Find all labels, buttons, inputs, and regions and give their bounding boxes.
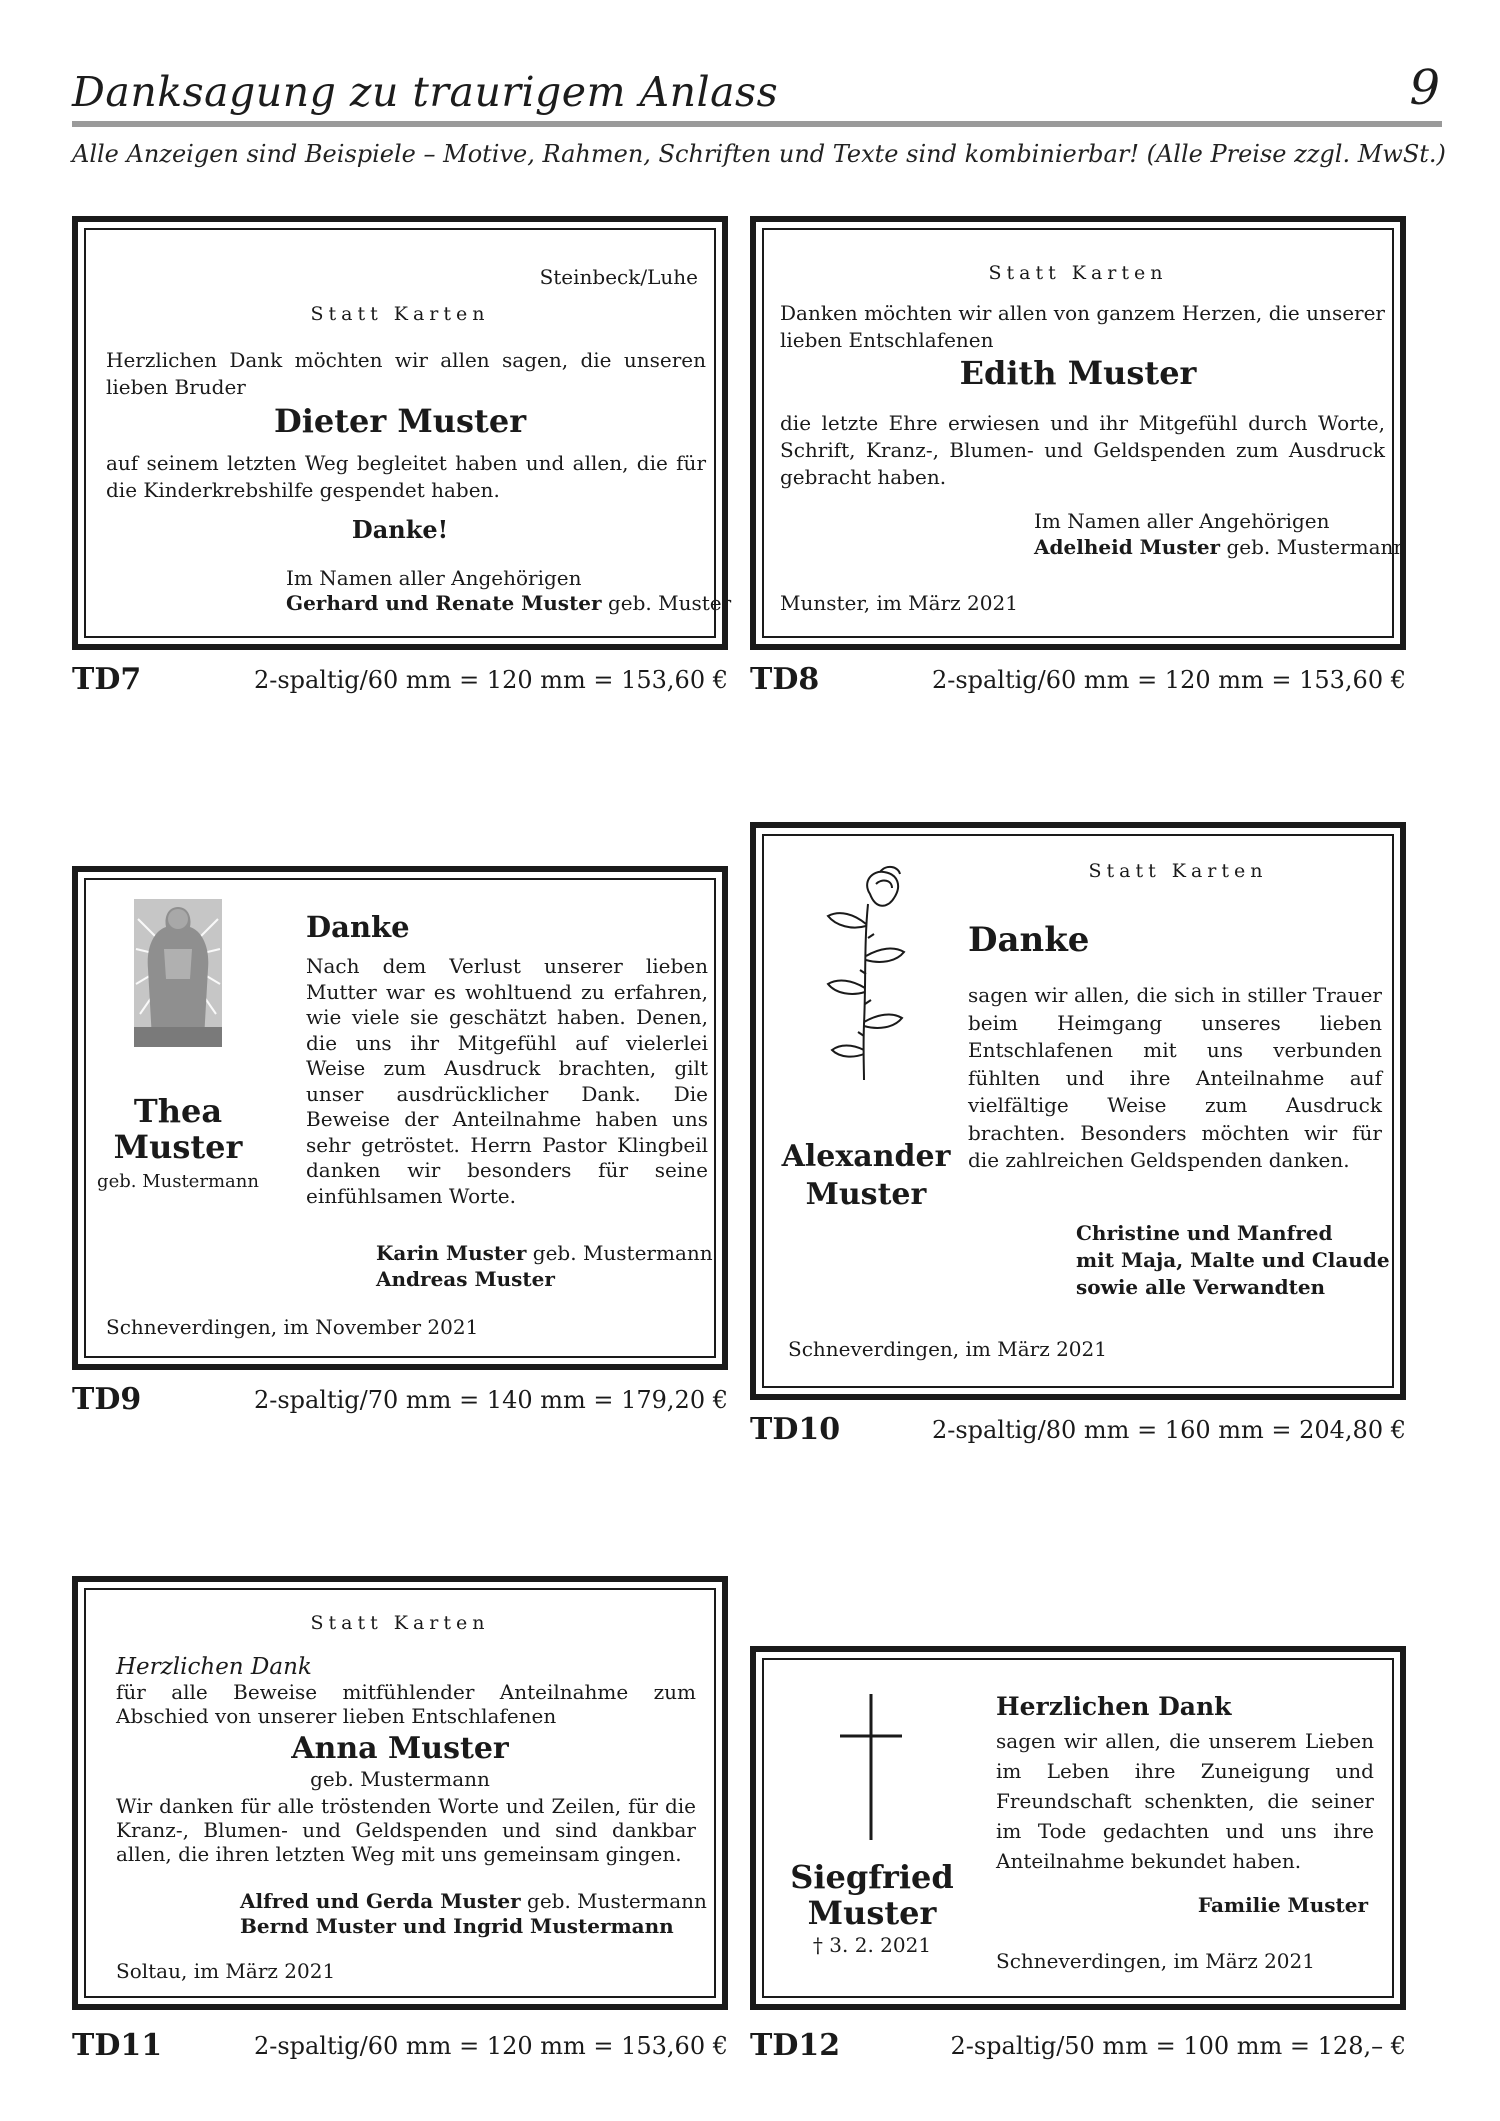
ad-signature: Familie Muster — [1197, 1893, 1368, 1917]
ad-price: 2-spaltig/50 mm = 100 mm = 128,– € — [950, 2032, 1406, 2060]
ad-heading: Danke — [968, 920, 1090, 960]
deceased-last-name: Muster — [805, 1177, 927, 1212]
ad-signature-2: Bernd Muster und Ingrid Mustermann — [240, 1914, 674, 1938]
ad-price: 2-spaltig/60 mm = 120 mm = 153,60 € — [253, 2032, 728, 2060]
page-subtitle: Alle Anzeigen sind Beispiele – Motive, Rahmen, Schriften und Texte sind kombinierbar! (Alle Preise zzgl. MwSt.) — [72, 140, 1446, 168]
cross-icon — [836, 1692, 906, 1842]
ad-code: TD8 — [750, 662, 820, 697]
ad-body: Nach dem Verlust unserer lieben Mutter war es wohltuend zu erfahren, wie viele sie geschätzt haben. Denen, die uns ihr Mitgefühl auf vielerlei Weise zum Ausdruck brachten, gilt unser ausdrücklicher Dank. Die Beweise der Anteilnahme haben uns sehr getröstet. Herrn Pastor Klingbeil danken wir besonders für seine einfühlsamen Worte. — [306, 954, 708, 1208]
ad-im-namen: Im Namen aller Angehörigen — [1034, 509, 1330, 533]
signature-names: Gerhard und Renate Muster — [286, 591, 602, 615]
ad-place-date: Schneverdingen, im März 2021 — [788, 1337, 1107, 1361]
ad-code: TD10 — [750, 1412, 841, 1447]
ad-td11 — [72, 1576, 728, 2010]
ad-place: Steinbeck/Luhe — [539, 265, 698, 289]
deceased-last-name: Muster — [807, 1894, 937, 1932]
ad-place-date: Schneverdingen, im März 2021 — [996, 1949, 1315, 1973]
ad-im-namen: Im Namen aller Angehörigen — [286, 566, 582, 590]
statt-karten: Statt Karten — [310, 303, 490, 325]
deceased-born: geb. Mustermann — [310, 1767, 490, 1791]
ad-danke: Danke! — [351, 515, 449, 544]
rose-icon — [806, 864, 926, 1084]
ad-price: 2-spaltig/60 mm = 120 mm = 153,60 € — [931, 666, 1406, 694]
ad-intro: Herzlichen Dank möchten wir allen sagen, die unseren lieben Bruder — [106, 348, 706, 399]
ad-body: auf seinem letzten Weg begleitet haben und allen, die für die Kinderkrebshilfe gespendet haben. — [106, 451, 706, 502]
deceased-first-name: Siegfried — [790, 1858, 954, 1896]
ad-signature — [1034, 534, 1406, 561]
ad-signature-1 — [376, 1240, 713, 1267]
signature-born: geb. Mustermann — [532, 1241, 713, 1265]
ad-body: die letzte Ehre erwiesen und ihr Mitgefühl durch Worte, Schrift, Kranz-, Blumen- und Geldspenden zum Ausdruck gebracht haben. — [780, 411, 1385, 489]
ad-code: TD9 — [72, 1382, 142, 1417]
ad-signature-1 — [240, 1888, 707, 1915]
ad-heading: Danke — [306, 910, 410, 944]
statt-karten: Statt Karten — [310, 1612, 490, 1634]
ad-td8 — [750, 216, 1406, 650]
signature-born: geb. Mustermann — [1226, 535, 1407, 559]
ad-signature-2: mit Maja, Malte und Claude — [1076, 1248, 1390, 1272]
ad-body: sagen wir allen, die sich in stiller Trauer beim Heimgang unseres lieben Entschlafenen mit uns verbunden fühlten und ihre Anteilnahme auf vielfältige Weise zum Ausdruck brachten. Besonders möchten wir für die zahlreichen Geldspenden danken. — [968, 983, 1382, 1172]
ad-herzlich: Herzlichen Dank — [116, 1654, 312, 1680]
ad-price: 2-spaltig/80 mm = 160 mm = 204,80 € — [931, 1416, 1406, 1444]
deceased-first-name: Thea — [133, 1092, 223, 1130]
ad-signature-2: Andreas Muster — [376, 1267, 555, 1291]
header-rule — [72, 121, 1442, 127]
angel-image — [134, 899, 222, 1047]
ad-code: TD7 — [72, 662, 142, 697]
ad-signature-3: sowie alle Verwandten — [1076, 1275, 1326, 1299]
ad-td12 — [750, 1646, 1406, 2010]
ad-code: TD11 — [72, 2028, 163, 2063]
ad-price: 2-spaltig/70 mm = 140 mm = 179,20 € — [253, 1386, 728, 1414]
deceased-born: geb. Mustermann — [97, 1171, 259, 1192]
page-number: 9 — [1409, 60, 1440, 116]
deceased-last-name: Muster — [113, 1128, 243, 1166]
deceased-name: Edith Muster — [959, 354, 1197, 392]
ad-price: 2-spaltig/60 mm = 120 mm = 153,60 € — [253, 666, 728, 694]
page-title: Danksagung zu traurigem Anlass — [72, 68, 779, 116]
statt-karten: Statt Karten — [988, 262, 1168, 284]
ad-intro: Danken möchten wir allen von ganzem Herzen, die unserer lieben Entschlafenen — [780, 301, 1385, 352]
ad-body: Wir danken für alle tröstenden Worte und Zeilen, für die Kranz-, Blumen- und Geldspenden und sind dankbar allen, die ihren letzten Weg mit uns gemeinsam gingen. — [116, 1794, 696, 1866]
ad-heading: Herzlichen Dank — [996, 1692, 1232, 1721]
signature-born: geb. Muster — [607, 591, 732, 615]
ad-intro: für alle Beweise mitfühlender Anteilnahme zum Abschied von unserer lieben Entschlafenen — [116, 1680, 696, 1728]
deceased-name: Dieter Muster — [273, 402, 527, 440]
ad-code: TD12 — [750, 2028, 841, 2063]
ad-signature — [286, 590, 731, 617]
signature-born: geb. Mustermann — [527, 1889, 707, 1913]
ad-place-date: Munster, im März 2021 — [780, 591, 1018, 615]
deceased-name: Anna Muster — [291, 1731, 509, 1766]
deceased-died: † 3. 2. 2021 — [812, 1933, 932, 1957]
signature-names: Alfred und Gerda Muster — [240, 1889, 521, 1913]
angel-figure-icon — [134, 899, 222, 1047]
signature-names: Karin Muster — [376, 1241, 527, 1265]
ad-td9 — [72, 866, 728, 1370]
ad-place-date: Schneverdingen, im November 2021 — [106, 1315, 479, 1339]
ad-place-date: Soltau, im März 2021 — [116, 1959, 336, 1983]
deceased-first-name: Alexander — [781, 1139, 951, 1174]
ad-body: sagen wir allen, die unserem Lieben im Leben ihre Zuneigung und Freundschaft schenkten, die seiner im Tode gedachten und uns ihre Anteilnahme bekundet haben. — [996, 1729, 1374, 1873]
signature-names: Adelheid Muster — [1034, 535, 1221, 559]
ad-td7 — [72, 216, 732, 650]
ad-td10 — [750, 822, 1406, 1400]
statt-karten: Statt Karten — [1088, 860, 1268, 882]
ad-signature-1: Christine und Manfred — [1076, 1221, 1333, 1245]
